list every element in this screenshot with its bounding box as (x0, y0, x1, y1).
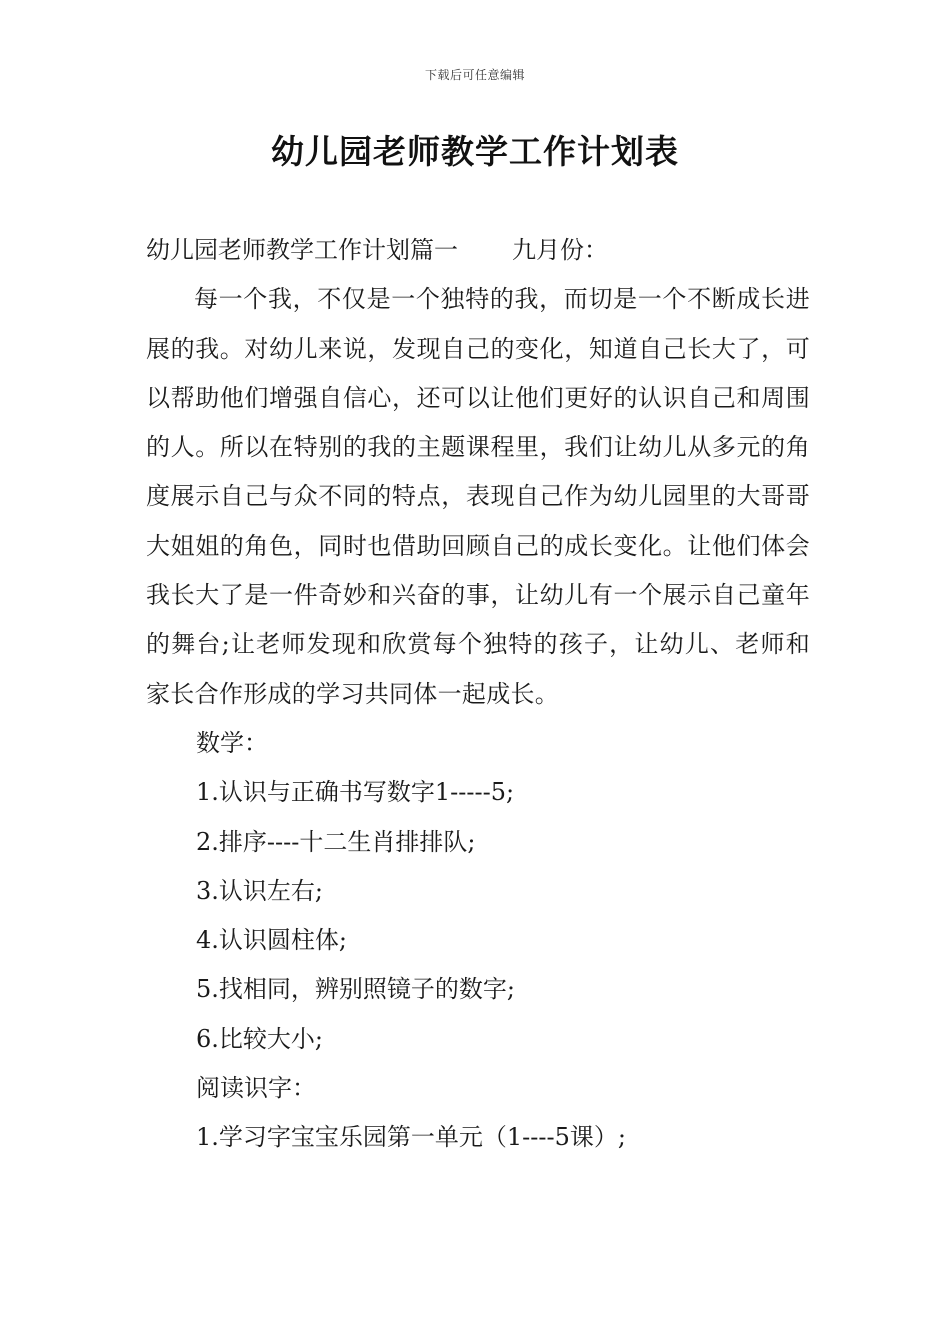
reading-heading: 阅读识字： (196, 1074, 316, 1103)
math-item-6: 6.比较大小; (196, 1024, 323, 1053)
section-subtitle (146, 226, 810, 275)
document-body (146, 226, 810, 1163)
math-item-1: 1.认识与正确书写数字1-----5; (196, 778, 515, 807)
math-item-4: 4.认识圆柱体; (196, 926, 347, 955)
math-heading: 数学： (196, 728, 268, 757)
math-item-5: 5.找相同，辨别照镜子的数字; (196, 975, 515, 1004)
header-note: 下载后可任意编辑 (424, 68, 525, 82)
intro-paragraph: 每一个我，不仅是一个独特的我，而切是一个不断成长进展的我。对幼儿来说，发现自己的变化，知道自己长大了，可以帮助他们增强自信心，还可以让他们更好的认识自己和周围的人。所以在特别的我的主题课程里，我们让幼儿从多元的角度展示自己与众不同的特点，表现自己作为幼儿园里的大哥哥大姐姐的角色，同时也借助回顾自己的成长变化。让他们体会我长大了是一件奇妙和兴奋的事，让幼儿有一个展示自己童年的舞台;让老师发现和欣赏每个独特的孩子，让幼儿、老师和家长合作形成的学习共同体一起成长。 (146, 285, 810, 708)
math-item-2: 2.排序----十二生肖排排队; (196, 827, 476, 856)
reading-item-1: 1.学习字宝宝乐园第一单元（1----5课）; (196, 1123, 626, 1152)
subtitle-part-2: 九月份： (512, 236, 608, 264)
document-title: 幼儿园老师教学工作计划表 (271, 132, 679, 171)
math-item-3: 3.认识左右; (196, 876, 323, 905)
subtitle-part-1: 幼儿园老师教学工作计划篇一 (146, 236, 458, 264)
